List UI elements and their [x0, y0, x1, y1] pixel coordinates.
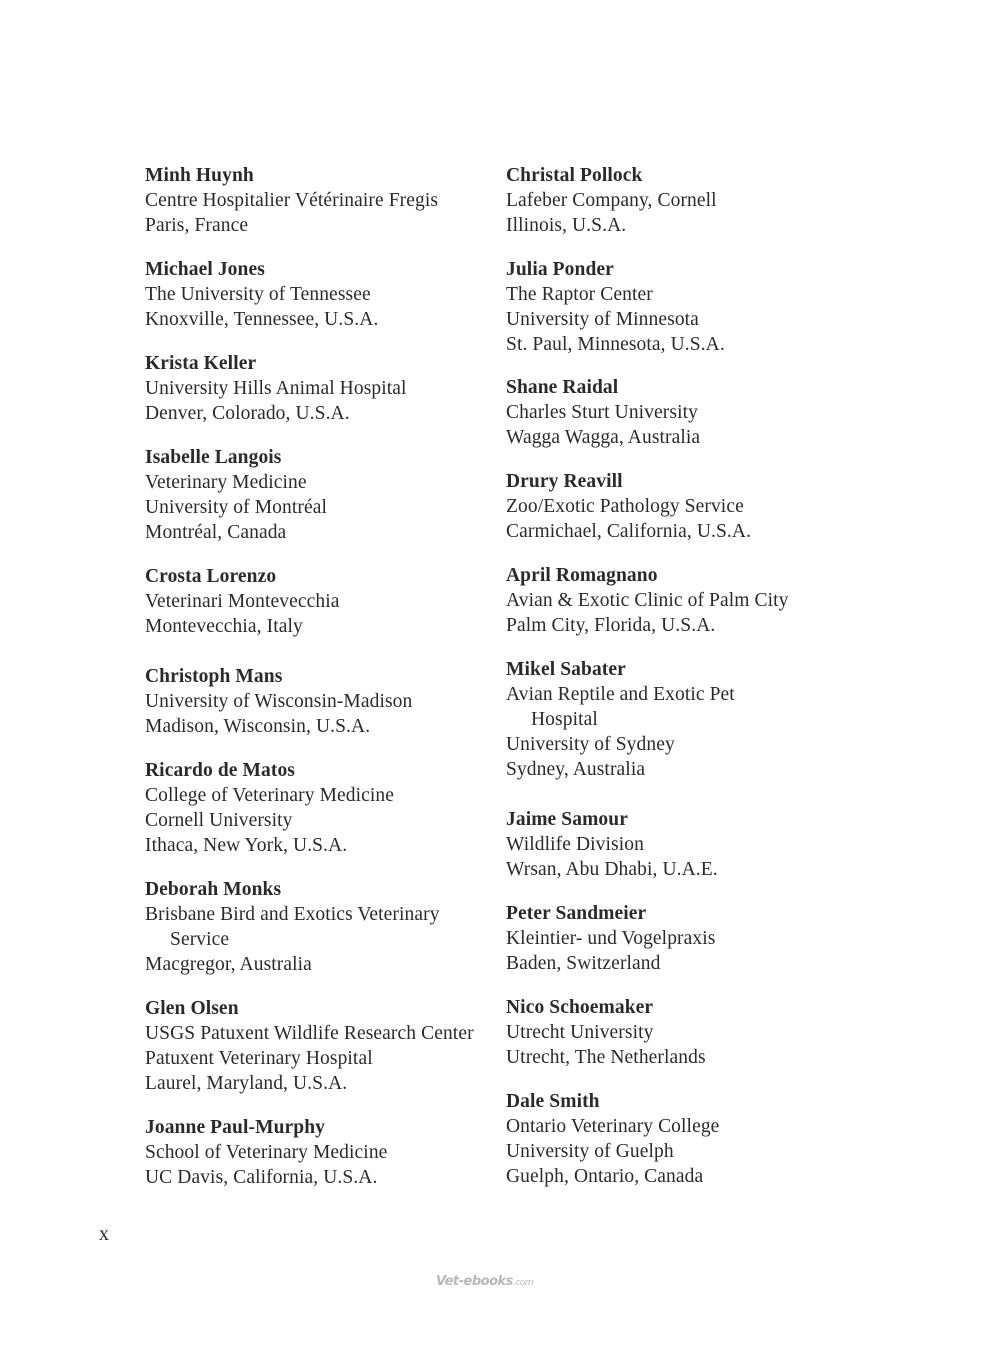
contributor-name: Minh Huynh	[145, 165, 254, 186]
watermark-main-text: Vet-ebooks	[436, 1274, 513, 1289]
contributor-name: Mikel Sabater	[506, 659, 626, 680]
affiliation-line: Madison, Wisconsin, U.S.A.	[145, 716, 371, 737]
affiliation-line: School of Veterinary Medicine	[145, 1142, 388, 1163]
affiliation-line: Kleintier- und Vogelpraxis	[506, 928, 716, 949]
contributor-entry	[506, 563, 866, 638]
affiliation-line: The University of Tennessee	[145, 284, 371, 305]
affiliation-line: Wrsan, Abu Dhabi, U.A.E.	[506, 859, 718, 880]
affiliation-line: Carmichael, California, U.S.A.	[506, 521, 752, 542]
affiliation-line: Utrecht University	[506, 1022, 654, 1043]
contributor-name: Christal Pollock	[506, 165, 643, 186]
affiliation-line: Knoxville, Tennessee, U.S.A.	[145, 309, 379, 330]
affiliation-line: Lafeber Company, Cornell	[506, 190, 717, 211]
affiliation-line: Utrecht, The Netherlands	[506, 1047, 706, 1068]
contributor-entry	[506, 163, 866, 238]
contributor-name: Krista Keller	[145, 353, 257, 374]
affiliation-line: USGS Patuxent Wildlife Research Center	[145, 1023, 474, 1044]
affiliation-line-continued: Hospital	[531, 709, 598, 730]
affiliation-line: Wagga Wagga, Australia	[506, 427, 701, 448]
contributor-entry	[506, 657, 866, 782]
contributor-name: Joanne Paul-Murphy	[145, 1117, 326, 1138]
contributor-name: Nico Schoemaker	[506, 997, 654, 1018]
contributor-name: April Romagnano	[506, 565, 658, 586]
affiliation-line: Veterinari Montevecchia	[145, 591, 340, 612]
contributor-entry	[145, 163, 505, 238]
contributors-right-column	[506, 163, 866, 1208]
affiliation-line: Illinois, U.S.A.	[506, 215, 627, 236]
contributors-left-column	[145, 163, 505, 1209]
contributor-entry	[145, 664, 505, 739]
affiliation-line: Macgregor, Australia	[145, 954, 312, 975]
affiliation-line: Veterinary Medicine	[145, 472, 307, 493]
affiliation-line: Avian & Exotic Clinic of Palm City	[506, 590, 789, 611]
contributor-name: Christoph Mans	[145, 666, 283, 687]
affiliation-line: Baden, Switzerland	[506, 953, 661, 974]
affiliation-line: University of Guelph	[506, 1141, 674, 1162]
contributor-entry	[145, 564, 505, 639]
contributor-entry	[506, 995, 866, 1070]
contributor-name: Glen Olsen	[145, 998, 239, 1019]
contributor-entry	[506, 469, 866, 544]
affiliation-line-continued: Service	[170, 929, 230, 950]
affiliation-line: University of Montréal	[145, 497, 327, 518]
affiliation-line: Laurel, Maryland, U.S.A.	[145, 1073, 348, 1094]
affiliation-line: Palm City, Florida, U.S.A.	[506, 615, 716, 636]
watermark-logo	[436, 1272, 546, 1298]
contributor-entry	[145, 445, 505, 545]
contributor-name: Deborah Monks	[145, 879, 282, 900]
contributor-name: Crosta Lorenzo	[145, 566, 277, 587]
contributor-entry	[145, 351, 505, 426]
contributor-entry	[506, 1089, 866, 1189]
affiliation-line: Montréal, Canada	[145, 522, 287, 543]
affiliation-line: The Raptor Center	[506, 284, 653, 305]
contributor-entry	[145, 758, 505, 858]
affiliation-line: University of Minnesota	[506, 309, 699, 330]
affiliation-line: University Hills Animal Hospital	[145, 378, 407, 399]
contributor-name: Isabelle Langois	[145, 447, 282, 468]
contributor-entry	[506, 901, 866, 976]
affiliation-line: University of Sydney	[506, 734, 675, 755]
affiliation-line: UC Davis, California, U.S.A.	[145, 1167, 378, 1188]
affiliation-line: University of Wisconsin-Madison	[145, 691, 413, 712]
contributor-entry	[506, 257, 866, 357]
affiliation-line: Cornell University	[145, 810, 293, 831]
contributor-entry	[506, 807, 866, 882]
affiliation-line: Zoo/Exotic Pathology Service	[506, 496, 744, 517]
affiliation-line: Wildlife Division	[506, 834, 644, 855]
contributor-entry	[145, 257, 505, 332]
page-number: x	[99, 1223, 109, 1245]
contributor-name: Peter Sandmeier	[506, 903, 647, 924]
affiliation-line: Denver, Colorado, U.S.A.	[145, 403, 350, 424]
affiliation-line: Sydney, Australia	[506, 759, 646, 780]
contributor-entry	[145, 1115, 505, 1190]
contributor-entry	[145, 996, 505, 1096]
affiliation-line: Montevecchia, Italy	[145, 616, 303, 637]
affiliation-line: College of Veterinary Medicine	[145, 785, 395, 806]
contributor-name: Shane Raidal	[506, 377, 619, 398]
watermark-suffix-text: .com	[512, 1278, 534, 1288]
contributor-name: Drury Reavill	[506, 471, 623, 492]
contributor-entry	[145, 877, 505, 977]
affiliation-line: Centre Hospitalier Vétérinaire Fregis	[145, 190, 439, 211]
affiliation-line: Avian Reptile and Exotic Pet	[506, 684, 735, 705]
contributor-name: Michael Jones	[145, 259, 265, 280]
contributor-entry	[506, 375, 866, 450]
affiliation-line: St. Paul, Minnesota, U.S.A.	[506, 334, 725, 355]
affiliation-line: Charles Sturt University	[506, 402, 698, 423]
affiliation-line: Guelph, Ontario, Canada	[506, 1166, 704, 1187]
affiliation-line: Ithaca, New York, U.S.A.	[145, 835, 348, 856]
affiliation-line: Paris, France	[145, 215, 249, 236]
affiliation-line: Patuxent Veterinary Hospital	[145, 1048, 373, 1069]
contributor-name: Dale Smith	[506, 1091, 600, 1112]
affiliation-line: Ontario Veterinary College	[506, 1116, 720, 1137]
contributor-name: Jaime Samour	[506, 809, 628, 830]
contributor-name: Julia Ponder	[506, 259, 614, 280]
contributor-name: Ricardo de Matos	[145, 760, 295, 781]
affiliation-line: Brisbane Bird and Exotics Veterinary	[145, 904, 440, 925]
